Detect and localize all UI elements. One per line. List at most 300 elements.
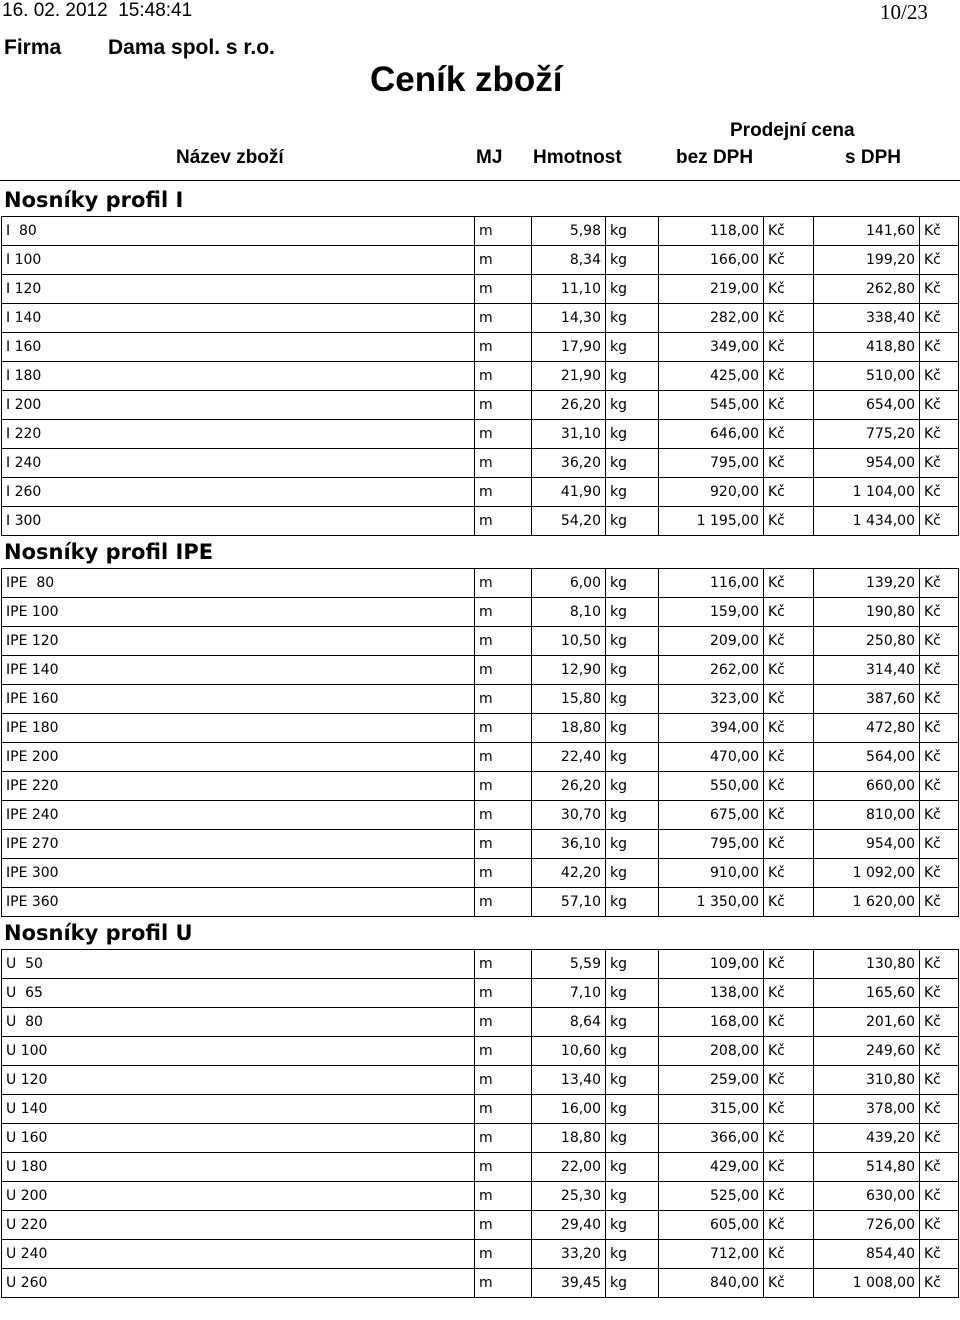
price-with-vat: 249,60 [814,1037,920,1066]
price-vat-currency: Kč [920,598,959,627]
unit-mj: m [475,714,532,743]
weight-unit: kg [606,950,659,979]
price-vat-currency: Kč [920,743,959,772]
table-row [2,888,959,917]
table-row [2,1182,959,1211]
price-currency: Kč [764,743,814,772]
product-name: IPE 360 [2,888,475,917]
unit-mj: m [475,656,532,685]
product-name: U 50 [2,950,475,979]
unit-mj: m [475,333,532,362]
price-vat-currency: Kč [920,830,959,859]
price-without-vat: 168,00 [659,1008,764,1037]
table-row [2,420,959,449]
price-without-vat: 394,00 [659,714,764,743]
price-vat-currency: Kč [920,627,959,656]
price-currency: Kč [764,859,814,888]
price-without-vat: 209,00 [659,627,764,656]
price-vat-currency: Kč [920,979,959,1008]
price-without-vat: 208,00 [659,1037,764,1066]
price-without-vat: 1 350,00 [659,888,764,917]
product-name: U 240 [2,1240,475,1269]
price-vat-currency: Kč [920,246,959,275]
price-currency: Kč [764,714,814,743]
price-currency: Kč [764,888,814,917]
price-with-vat: 510,00 [814,362,920,391]
weight-unit: kg [606,1269,659,1298]
unit-mj: m [475,391,532,420]
table-row [2,1153,959,1182]
weight-value: 25,30 [532,1182,606,1211]
price-with-vat: 310,80 [814,1066,920,1095]
product-name: U 260 [2,1269,475,1298]
table-row [2,1269,959,1298]
price-without-vat: 550,00 [659,772,764,801]
table-row [2,743,959,772]
price-without-vat: 118,00 [659,217,764,246]
weight-value: 26,20 [532,772,606,801]
price-vat-currency: Kč [920,859,959,888]
price-vat-currency: Kč [920,1211,959,1240]
price-with-vat: 660,00 [814,772,920,801]
price-vat-currency: Kč [920,1240,959,1269]
product-name: I 160 [2,333,475,362]
unit-mj: m [475,598,532,627]
weight-value: 6,00 [532,569,606,598]
price-with-vat: 250,80 [814,627,920,656]
weight-value: 8,64 [532,1008,606,1037]
weight-unit: kg [606,656,659,685]
price-without-vat: 138,00 [659,979,764,1008]
unit-mj: m [475,1066,532,1095]
weight-value: 11,10 [532,275,606,304]
price-vat-currency: Kč [920,714,959,743]
weight-unit: kg [606,627,659,656]
section-title: Nosníky profil U [4,921,193,945]
price-without-vat: 425,00 [659,362,764,391]
product-name: U 120 [2,1066,475,1095]
price-vat-currency: Kč [920,1182,959,1211]
weight-value: 14,30 [532,304,606,333]
weight-value: 29,40 [532,1211,606,1240]
weight-value: 41,90 [532,478,606,507]
weight-unit: kg [606,743,659,772]
unit-mj: m [475,507,532,536]
price-with-vat: 199,20 [814,246,920,275]
table-row [2,449,959,478]
price-without-vat: 840,00 [659,1269,764,1298]
weight-value: 12,90 [532,656,606,685]
column-header-prodejni-cena: Prodejní cena [730,120,855,141]
table-row [2,1095,959,1124]
price-without-vat: 1 195,00 [659,507,764,536]
weight-value: 10,50 [532,627,606,656]
price-vat-currency: Kč [920,391,959,420]
product-name: I 300 [2,507,475,536]
weight-unit: kg [606,1182,659,1211]
section-title: Nosníky profil I [4,188,184,212]
unit-mj: m [475,1240,532,1269]
column-header-nazev: Název zboží [176,147,284,168]
table-row [2,627,959,656]
product-name: IPE 120 [2,627,475,656]
price-vat-currency: Kč [920,217,959,246]
unit-mj: m [475,1008,532,1037]
report-datetime: 16. 02. 2012 15:48:41 [2,0,193,21]
price-without-vat: 315,00 [659,1095,764,1124]
weight-value: 22,40 [532,743,606,772]
product-name: IPE 140 [2,656,475,685]
unit-mj: m [475,627,532,656]
weight-value: 30,70 [532,801,606,830]
weight-unit: kg [606,275,659,304]
product-name: U 180 [2,1153,475,1182]
unit-mj: m [475,478,532,507]
weight-value: 18,80 [532,1124,606,1153]
weight-unit: kg [606,449,659,478]
product-name: I 180 [2,362,475,391]
product-name: U 80 [2,1008,475,1037]
price-with-vat: 775,20 [814,420,920,449]
price-currency: Kč [764,478,814,507]
weight-value: 36,20 [532,449,606,478]
price-without-vat: 605,00 [659,1211,764,1240]
product-name: IPE 220 [2,772,475,801]
price-with-vat: 387,60 [814,685,920,714]
price-with-vat: 726,00 [814,1211,920,1240]
price-with-vat: 564,00 [814,743,920,772]
price-vat-currency: Kč [920,801,959,830]
weight-unit: kg [606,246,659,275]
product-name: I 260 [2,478,475,507]
weight-unit: kg [606,598,659,627]
price-without-vat: 323,00 [659,685,764,714]
price-currency: Kč [764,1124,814,1153]
price-list [0,184,960,1298]
page-title: Ceník zboží [370,60,563,99]
product-name: U 100 [2,1037,475,1066]
price-without-vat: 109,00 [659,950,764,979]
table-row [2,1037,959,1066]
table-row [2,391,959,420]
price-with-vat: 314,40 [814,656,920,685]
weight-value: 36,10 [532,830,606,859]
price-currency: Kč [764,1240,814,1269]
price-without-vat: 712,00 [659,1240,764,1269]
product-name: IPE 270 [2,830,475,859]
weight-unit: kg [606,772,659,801]
price-currency: Kč [764,1095,814,1124]
table-row [2,362,959,391]
table-row [2,246,959,275]
price-with-vat: 472,80 [814,714,920,743]
table-row [2,950,959,979]
price-currency: Kč [764,979,814,1008]
unit-mj: m [475,1095,532,1124]
table-row [2,275,959,304]
price-without-vat: 675,00 [659,801,764,830]
weight-unit: kg [606,979,659,1008]
weight-value: 42,20 [532,859,606,888]
price-currency: Kč [764,1037,814,1066]
table-row [2,304,959,333]
product-name: I 100 [2,246,475,275]
price-without-vat: 166,00 [659,246,764,275]
weight-unit: kg [606,507,659,536]
weight-value: 57,10 [532,888,606,917]
unit-mj: m [475,801,532,830]
weight-value: 39,45 [532,1269,606,1298]
price-currency: Kč [764,1066,814,1095]
price-with-vat: 378,00 [814,1095,920,1124]
price-with-vat: 130,80 [814,950,920,979]
price-vat-currency: Kč [920,507,959,536]
product-name: U 65 [2,979,475,1008]
table-row [2,772,959,801]
unit-mj: m [475,1124,532,1153]
product-name: I 120 [2,275,475,304]
product-name: I 140 [2,304,475,333]
product-name: U 200 [2,1182,475,1211]
table-row [2,478,959,507]
price-vat-currency: Kč [920,772,959,801]
price-with-vat: 262,80 [814,275,920,304]
price-with-vat: 810,00 [814,801,920,830]
weight-unit: kg [606,569,659,598]
table-row [2,685,959,714]
product-name: U 140 [2,1095,475,1124]
unit-mj: m [475,1211,532,1240]
price-currency: Kč [764,685,814,714]
price-vat-currency: Kč [920,569,959,598]
product-name: IPE 160 [2,685,475,714]
weight-value: 13,40 [532,1066,606,1095]
price-vat-currency: Kč [920,1037,959,1066]
weight-unit: kg [606,859,659,888]
price-vat-currency: Kč [920,1153,959,1182]
price-vat-currency: Kč [920,1124,959,1153]
table-row [2,979,959,1008]
unit-mj: m [475,275,532,304]
price-currency: Kč [764,333,814,362]
price-with-vat: 1 008,00 [814,1269,920,1298]
weight-unit: kg [606,1008,659,1037]
weight-value: 22,00 [532,1153,606,1182]
product-name: I 200 [2,391,475,420]
table-row [2,507,959,536]
weight-value: 18,80 [532,714,606,743]
weight-unit: kg [606,1066,659,1095]
weight-unit: kg [606,714,659,743]
table-row [2,1124,959,1153]
weight-value: 21,90 [532,362,606,391]
weight-value: 54,20 [532,507,606,536]
table-row [2,801,959,830]
price-without-vat: 525,00 [659,1182,764,1211]
product-name: IPE 80 [2,569,475,598]
price-without-vat: 366,00 [659,1124,764,1153]
price-currency: Kč [764,275,814,304]
price-currency: Kč [764,362,814,391]
price-without-vat: 349,00 [659,333,764,362]
price-with-vat: 514,80 [814,1153,920,1182]
weight-unit: kg [606,217,659,246]
price-currency: Kč [764,449,814,478]
price-without-vat: 429,00 [659,1153,764,1182]
price-currency: Kč [764,830,814,859]
price-currency: Kč [764,420,814,449]
price-currency: Kč [764,1269,814,1298]
price-with-vat: 338,40 [814,304,920,333]
price-without-vat: 795,00 [659,449,764,478]
weight-unit: kg [606,1153,659,1182]
price-without-vat: 545,00 [659,391,764,420]
price-with-vat: 1 434,00 [814,507,920,536]
price-with-vat: 418,80 [814,333,920,362]
price-without-vat: 910,00 [659,859,764,888]
price-vat-currency: Kč [920,1008,959,1037]
unit-mj: m [475,950,532,979]
weight-unit: kg [606,1037,659,1066]
price-currency: Kč [764,801,814,830]
unit-mj: m [475,304,532,333]
weight-unit: kg [606,1124,659,1153]
weight-unit: kg [606,391,659,420]
table-row [2,656,959,685]
price-currency: Kč [764,627,814,656]
price-vat-currency: Kč [920,1066,959,1095]
weight-value: 31,10 [532,420,606,449]
product-name: I 80 [2,217,475,246]
table-row [2,217,959,246]
unit-mj: m [475,685,532,714]
weight-unit: kg [606,1211,659,1240]
price-with-vat: 141,60 [814,217,920,246]
price-currency: Kč [764,507,814,536]
price-with-vat: 201,60 [814,1008,920,1037]
price-currency: Kč [764,304,814,333]
price-vat-currency: Kč [920,950,959,979]
weight-value: 33,20 [532,1240,606,1269]
price-without-vat: 646,00 [659,420,764,449]
price-without-vat: 219,00 [659,275,764,304]
price-currency: Kč [764,1153,814,1182]
price-with-vat: 1 620,00 [814,888,920,917]
weight-unit: kg [606,362,659,391]
weight-value: 26,20 [532,391,606,420]
product-name: IPE 100 [2,598,475,627]
price-with-vat: 165,60 [814,979,920,1008]
unit-mj: m [475,830,532,859]
weight-unit: kg [606,685,659,714]
price-vat-currency: Kč [920,656,959,685]
product-name: I 240 [2,449,475,478]
weight-unit: kg [606,333,659,362]
unit-mj: m [475,246,532,275]
price-vat-currency: Kč [920,478,959,507]
price-vat-currency: Kč [920,275,959,304]
price-table [1,568,959,917]
unit-mj: m [475,979,532,1008]
price-currency: Kč [764,1008,814,1037]
price-currency: Kč [764,569,814,598]
section-title: Nosníky profil IPE [4,540,214,564]
table-row [2,598,959,627]
price-without-vat: 282,00 [659,304,764,333]
price-currency: Kč [764,656,814,685]
table-row [2,830,959,859]
column-header-s-dph: s DPH [845,147,901,168]
product-name: U 220 [2,1211,475,1240]
price-with-vat: 439,20 [814,1124,920,1153]
price-without-vat: 159,00 [659,598,764,627]
price-with-vat: 630,00 [814,1182,920,1211]
weight-value: 5,98 [532,217,606,246]
firma-label: Firma [4,36,62,59]
weight-value: 17,90 [532,333,606,362]
price-vat-currency: Kč [920,333,959,362]
product-name: IPE 300 [2,859,475,888]
price-with-vat: 190,80 [814,598,920,627]
table-row [2,859,959,888]
price-with-vat: 854,40 [814,1240,920,1269]
price-with-vat: 954,00 [814,449,920,478]
price-currency: Kč [764,246,814,275]
price-currency: Kč [764,772,814,801]
price-with-vat: 1 104,00 [814,478,920,507]
company-name: Dama spol. s r.o. [108,36,275,59]
header-divider [0,180,960,181]
price-vat-currency: Kč [920,420,959,449]
weight-unit: kg [606,1240,659,1269]
weight-value: 16,00 [532,1095,606,1124]
table-row [2,1240,959,1269]
price-currency: Kč [764,1182,814,1211]
price-vat-currency: Kč [920,888,959,917]
column-header-hmotnost: Hmotnost [533,147,622,168]
weight-unit: kg [606,1095,659,1124]
price-currency: Kč [764,217,814,246]
weight-unit: kg [606,304,659,333]
unit-mj: m [475,420,532,449]
price-currency: Kč [764,391,814,420]
column-header-mj: MJ [476,147,503,168]
page-number: 10/23 [880,0,928,24]
price-vat-currency: Kč [920,304,959,333]
unit-mj: m [475,1153,532,1182]
price-vat-currency: Kč [920,449,959,478]
table-row [2,1008,959,1037]
price-table [1,216,959,536]
unit-mj: m [475,888,532,917]
price-with-vat: 1 092,00 [814,859,920,888]
column-header-bez-dph: bez DPH [676,147,754,168]
weight-value: 15,80 [532,685,606,714]
price-vat-currency: Kč [920,362,959,391]
price-without-vat: 116,00 [659,569,764,598]
price-table [1,949,959,1298]
price-with-vat: 654,00 [814,391,920,420]
price-with-vat: 139,20 [814,569,920,598]
price-without-vat: 259,00 [659,1066,764,1095]
table-row [2,1066,959,1095]
unit-mj: m [475,859,532,888]
weight-value: 10,60 [532,1037,606,1066]
product-name: IPE 180 [2,714,475,743]
price-without-vat: 795,00 [659,830,764,859]
weight-unit: kg [606,888,659,917]
price-without-vat: 920,00 [659,478,764,507]
